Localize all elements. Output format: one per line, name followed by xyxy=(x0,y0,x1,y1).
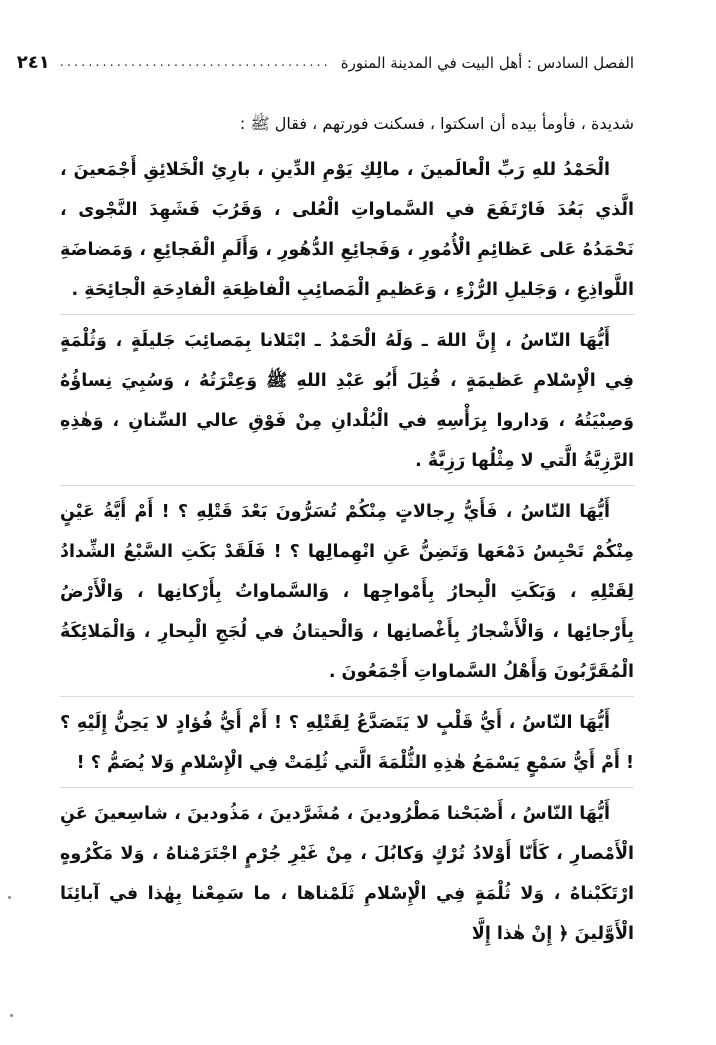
chapter-title: الفصل السادس : أهل البيت في المدينة المنورة xyxy=(340,54,634,72)
page-number: ٢٤١ xyxy=(16,52,50,73)
scan-speck xyxy=(10,1014,13,1017)
sermon-paragraph: أَيُّهَا النّاسُ ، أَيُّ قَلْبٍ لا يَتَصَدَّعُ لِقَتْلِهِ ؟ ! أَمْ أَيُّ فُؤادٍ لا يَحِنُّ إِلَيْهِ ؟ ! أَمْ أَيُّ سَمْعٍ يَسْمَعُ هٰذِهِ الثُّلْمَةَ الَّتي ثُلِمَتْ فِي الْإِسْلامِ وَلا يُصَمُّ ؟ ! xyxy=(60,703,634,788)
sermon-paragraph: أَيُّهَا النّاسُ ، إِنَّ اللهَ ـ وَلَهُ الْحَمْدُ ـ ابْتَلانا بِمَصائِبَ جَليلَةٍ ، وَثُلْمَةٍ فِي الْإِسْلامِ عَظيمَةٍ ، قُتِلَ أَبُو عَبْدِ اللهِ ﷺ وَعِتْرَتُهُ ، وَسُبِيَ نِساؤُهُ وَصِبْيَتُهُ ، وَداروا بِرَأْسِهِ في الْبُلْدانِ مِنْ فَوْقِ عالي السِّنانِ ، وَهٰذِهِ الرَّزِيَّةُ الَّتي لا مِثْلُها رَزِيَّةٌ . xyxy=(60,321,634,486)
page-body xyxy=(60,112,634,958)
intro-line: شديدة ، فأومأ بيده أن اسكتوا ، فسكنت فورتهم ، فقال ﷺ : xyxy=(239,114,634,133)
scan-speck xyxy=(8,896,11,899)
header-leader-dots: ...................................... xyxy=(59,55,331,70)
sermon-paragraph: أَيُّهَا النّاسُ ، أَصْبَحْنا مَطْرُودينَ ، مُشَرَّدينَ ، مَذُودينَ ، شاسِعينَ عَنِ الْأَمْصارِ ، كَأَنّا أَوْلادُ تُرْكٍ وَكابُلَ ، مِنْ غَيْرِ جُرْمٍ اجْتَرَمْناهُ ، وَلا مَكْرُوهٍ ارْتَكَبْناهُ ، وَلا ثُلْمَةٍ فِي الْإِسْلامِ ثَلَمْناها ، ما سَمِعْنا بِهٰذا في آبائِنَا الْأَوَّلينَ ﴿ إِنْ هٰذا إِلَّا xyxy=(60,804,634,944)
sermon-paragraph: أَيُّهَا النّاسُ ، فَأَيُّ رِجالاتٍ مِنْكُمْ تُسَرُّونَ بَعْدَ قَتْلِهِ ؟ ! أَمْ أَيَّةُ عَيْنٍ مِنْكُمْ تَحْبِسُ دَمْعَها وَتَضِنُّ عَنِ انْهِمالِها ؟ ! فَلَقَدْ بَكَتِ السَّبْعُ الشِّدادُ لِقَتْلِهِ ، وَبَكَتِ الْبِحارُ بِأَمْواجِها ، وَالسَّماواتُ بِأَرْكانِها ، وَالْأَرْضُ بِأَرْجائِها ، وَالْأَشْجارُ بِأَغْصانِها ، وَالْحيتانُ في لُجَجِ الْبِحارِ ، وَالْمَلائِكَةُ الْمُقَرَّبُونَ وَأَهْلُ السَّماواتِ أَجْمَعُونَ . xyxy=(60,492,634,697)
book-page xyxy=(16,48,634,964)
sermon-paragraph: الْحَمْدُ للهِ رَبِّ الْعالَمينَ ، مالِكِ يَوْمِ الدِّينِ ، بارِئِ الْخَلائِقِ أَجْمَعينَ ، الَّذي بَعُدَ فَارْتَفَعَ في السَّماواتِ الْعُلى ، وَقَرُبَ فَشَهِدَ النَّجْوى ، نَحْمَدُهُ عَلى عَظائِمِ الْأُمُورِ ، وَفَجائِعِ الدُّهُورِ ، وَأَلَمِ الْفَجائِعِ ، وَمَضاضَةِ اللَّواذِعِ ، وَجَليلِ الرُّزْءِ ، وَعَظيمِ الْمَصائِبِ الْفاظِعَةِ الْفادِحَةِ الْجائِحَةِ . xyxy=(60,150,634,315)
running-header xyxy=(16,48,634,78)
